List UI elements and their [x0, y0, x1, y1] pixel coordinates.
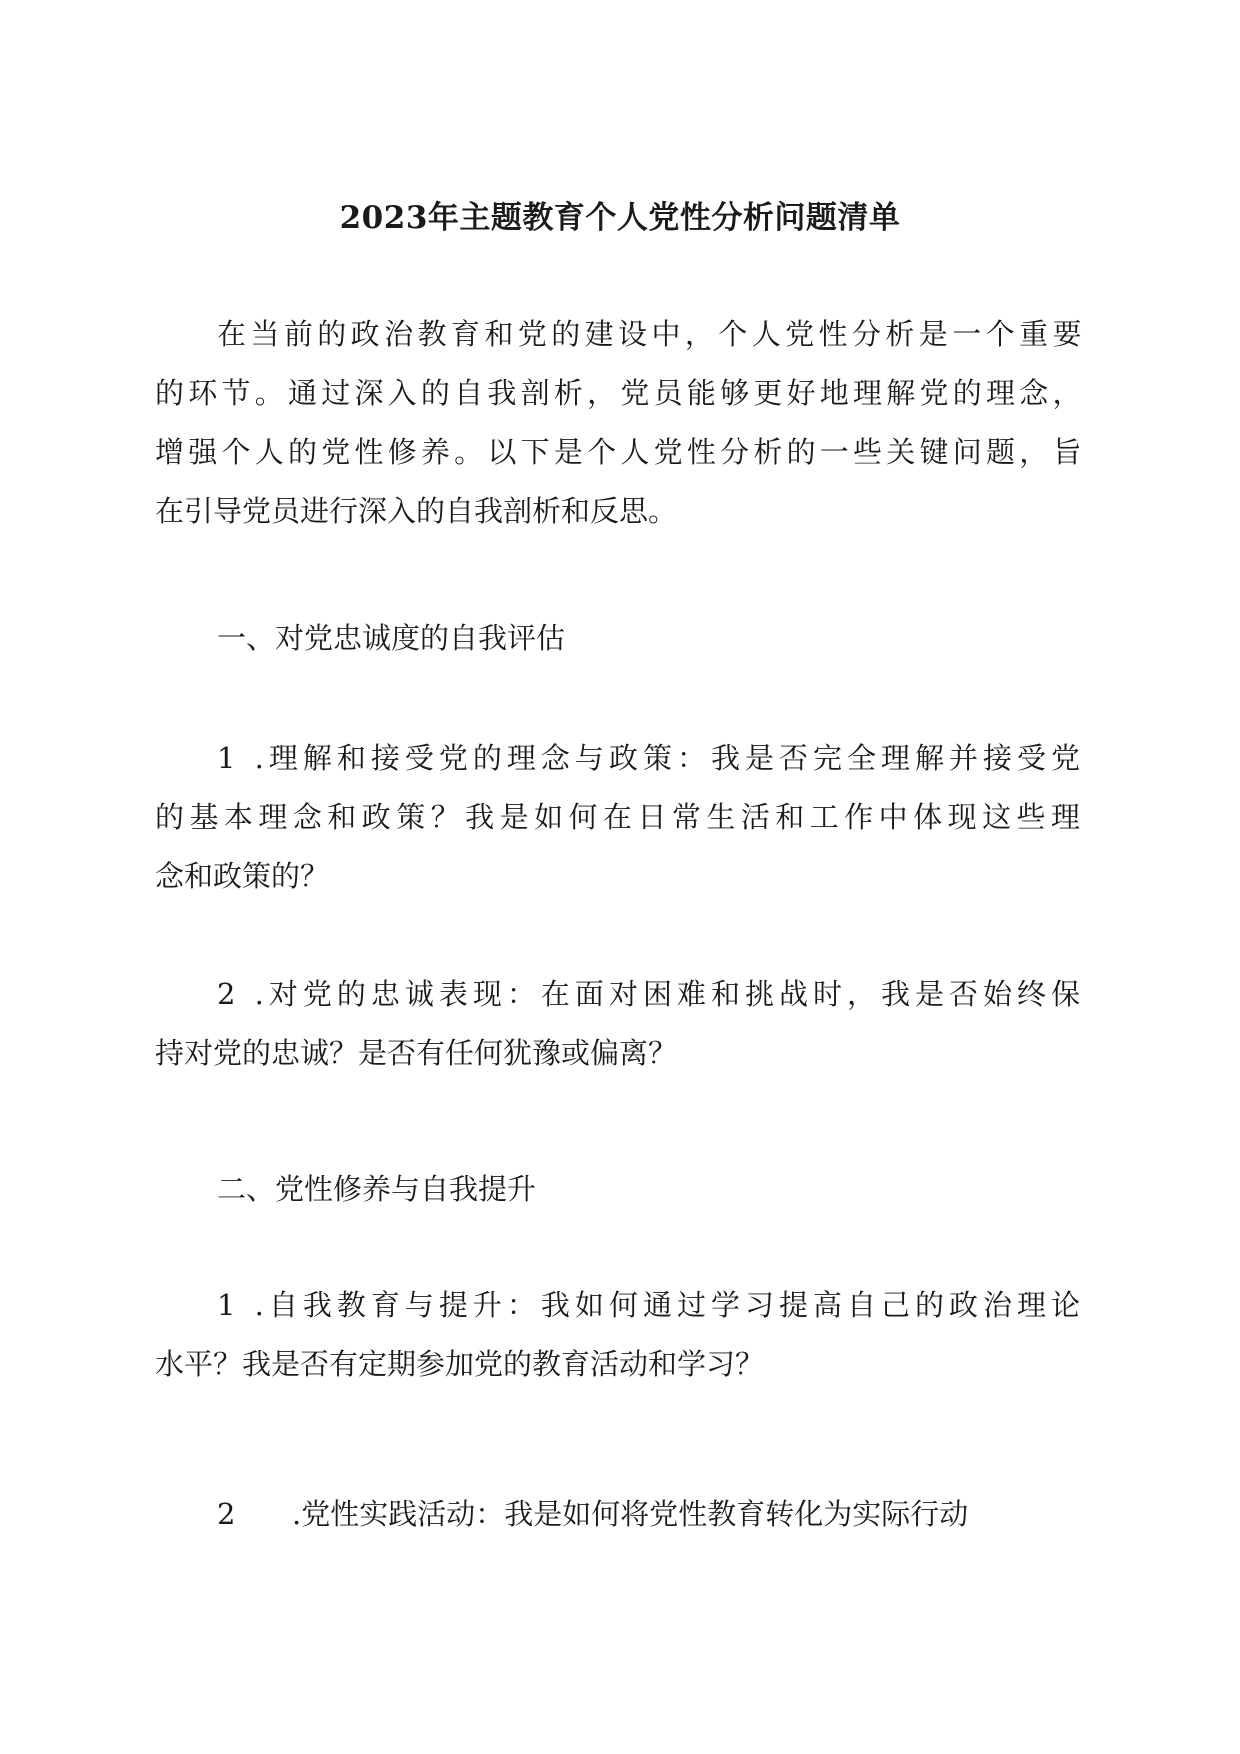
question-paragraph: [217, 1485, 968, 1544]
section-heading-cultivation: 二、党性修养与自我提升: [217, 1172, 537, 1206]
question-line: 持对党的忠诚？是否有任何犹豫或偏离？: [155, 1036, 678, 1070]
question-line: 2 .对党的忠诚表现：在面对困难和挑战时，我是否始终保: [217, 977, 1085, 1011]
question-paragraph: [155, 729, 1085, 906]
question-line: .党性实践活动：我是如何将党性教育转化为实际行动: [292, 1497, 969, 1531]
question-number: 2: [217, 1497, 236, 1531]
question-paragraph: [155, 965, 1085, 1083]
intro-line: 在引导党员进行深入的自我剖析和反思。: [155, 494, 678, 528]
question-paragraph: [155, 1276, 1085, 1394]
intro-line: 的环节。通过深入的自我剖析，党员能够更好地理解党的理念，: [155, 376, 1085, 410]
document-title: 2023年主题教育个人党性分析问题清单: [339, 200, 901, 236]
intro-line: 增强个人的党性修养。以下是个人党性分析的一些关键问题，旨: [155, 435, 1085, 469]
section-heading-loyalty: 一、对党忠诚度的自我评估: [217, 621, 566, 655]
question-line: 水平？我是否有定期参加党的教育活动和学习？: [155, 1347, 765, 1381]
question-line: 念和政策的？: [155, 859, 330, 893]
question-line: 的基本理念和政策？我是如何在日常生活和工作中体现这些理: [155, 800, 1085, 834]
intro-line: 在当前的政治教育和党的建设中，个人党性分析是一个重要: [217, 317, 1085, 351]
intro-paragraph: [155, 305, 1085, 541]
question-line: 1 .理解和接受党的理念与政策：我是否完全理解并接受党: [217, 741, 1085, 775]
question-line: 1 .自我教育与提升：我如何通过学习提高自己的政治理论: [217, 1288, 1085, 1322]
